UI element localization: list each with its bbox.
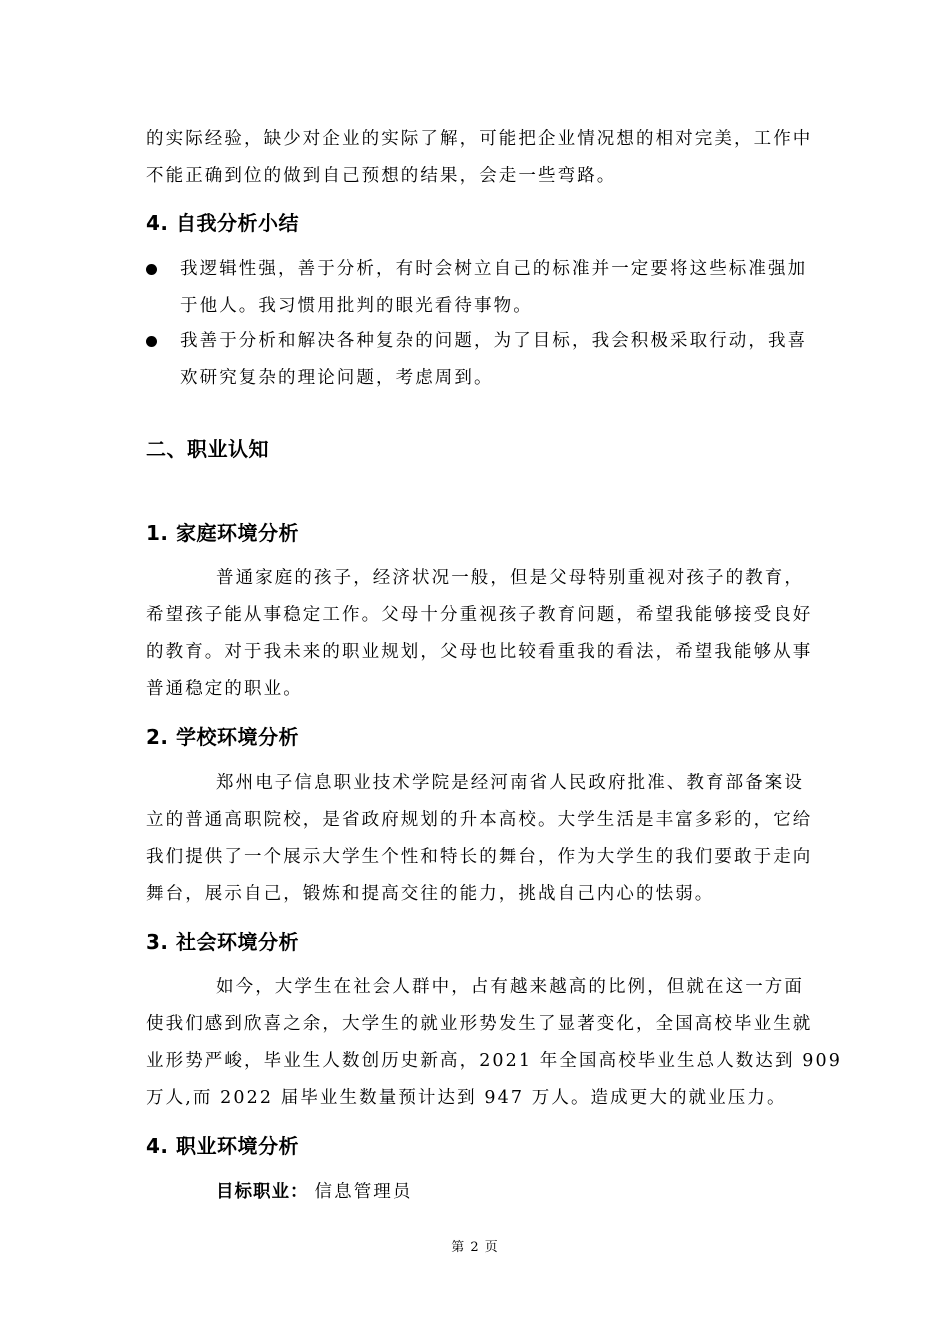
self-summary-heading: 4. 自我分析小结: [146, 211, 299, 235]
intro-line-2: 不能正确到位的做到自己预想的结果，会走一些弯路。: [146, 166, 617, 186]
bullet-icon: [146, 264, 157, 275]
family-line-1: 普通家庭的孩子，经济状况一般，但是父母特别重视对孩子的教育，: [216, 568, 804, 588]
society-line-1: 如今，大学生在社会人群中，占有越来越高的比例，但就在这一方面: [216, 977, 804, 997]
target-career-value: 信息管理员: [314, 1182, 413, 1202]
school-line-1: 郑州电子信息职业技术学院是经河南省人民政府批准、教育部备案设: [216, 773, 804, 793]
bullet-2-line-1: 我善于分析和解决各种复杂的问题，为了目标，我会积极采取行动，我喜: [180, 331, 808, 351]
page-number: 第 2 页: [451, 1240, 499, 1255]
family-line-3: 的教育。对于我未来的职业规划，父母也比较看重我的看法，希望我能够从事: [146, 642, 813, 662]
target-career-row: [216, 1180, 413, 1204]
career-heading: 4. 职业环境分析: [146, 1134, 299, 1158]
school-heading: 2. 学校环境分析: [146, 725, 299, 749]
bullet-1-line-2: 于他人。我习惯用批判的眼光看待事物。: [180, 296, 533, 316]
society-heading: 3. 社会环境分析: [146, 930, 299, 954]
family-heading: 1. 家庭环境分析: [146, 521, 299, 545]
family-line-4: 普通稳定的职业。: [146, 679, 303, 699]
school-line-2: 立的普通高职院校，是省政府规划的升本高校。大学生活是丰富多彩的，它给: [146, 810, 813, 830]
bullet-2-line-2: 欢研究复杂的理论问题，考虑周到。: [180, 368, 494, 388]
society-line-3: 业形势严峻，毕业生人数创历史新高，2021 年全国高校毕业生总人数达到 909: [146, 1051, 842, 1071]
intro-line-1: 的实际经验，缺少对企业的实际了解，可能把企业情况想的相对完美，工作中: [146, 129, 813, 149]
society-line-2: 使我们感到欣喜之余，大学生的就业形势发生了显著变化，全国高校毕业生就: [146, 1014, 813, 1034]
section-title: 二、职业认知: [146, 437, 269, 461]
school-line-3: 我们提供了一个展示大学生个性和特长的舞台，作为大学生的我们要敢于走向: [146, 847, 813, 867]
bullet-1-line-1: 我逻辑性强，善于分析，有时会树立自己的标准并一定要将这些标准强加: [180, 259, 808, 279]
family-line-2: 希望孩子能从事稳定工作。父母十分重视孩子教育问题，希望我能够接受良好: [146, 605, 813, 625]
school-line-4: 舞台，展示自己，锻炼和提高交往的能力，挑战自己内心的怯弱。: [146, 884, 715, 904]
society-line-4: 万人,而 2022 届毕业生数量预计达到 947 万人。造成更大的就业压力。: [146, 1088, 787, 1108]
target-career-label: 目标职业：: [216, 1182, 309, 1202]
bullet-icon: [146, 336, 157, 347]
